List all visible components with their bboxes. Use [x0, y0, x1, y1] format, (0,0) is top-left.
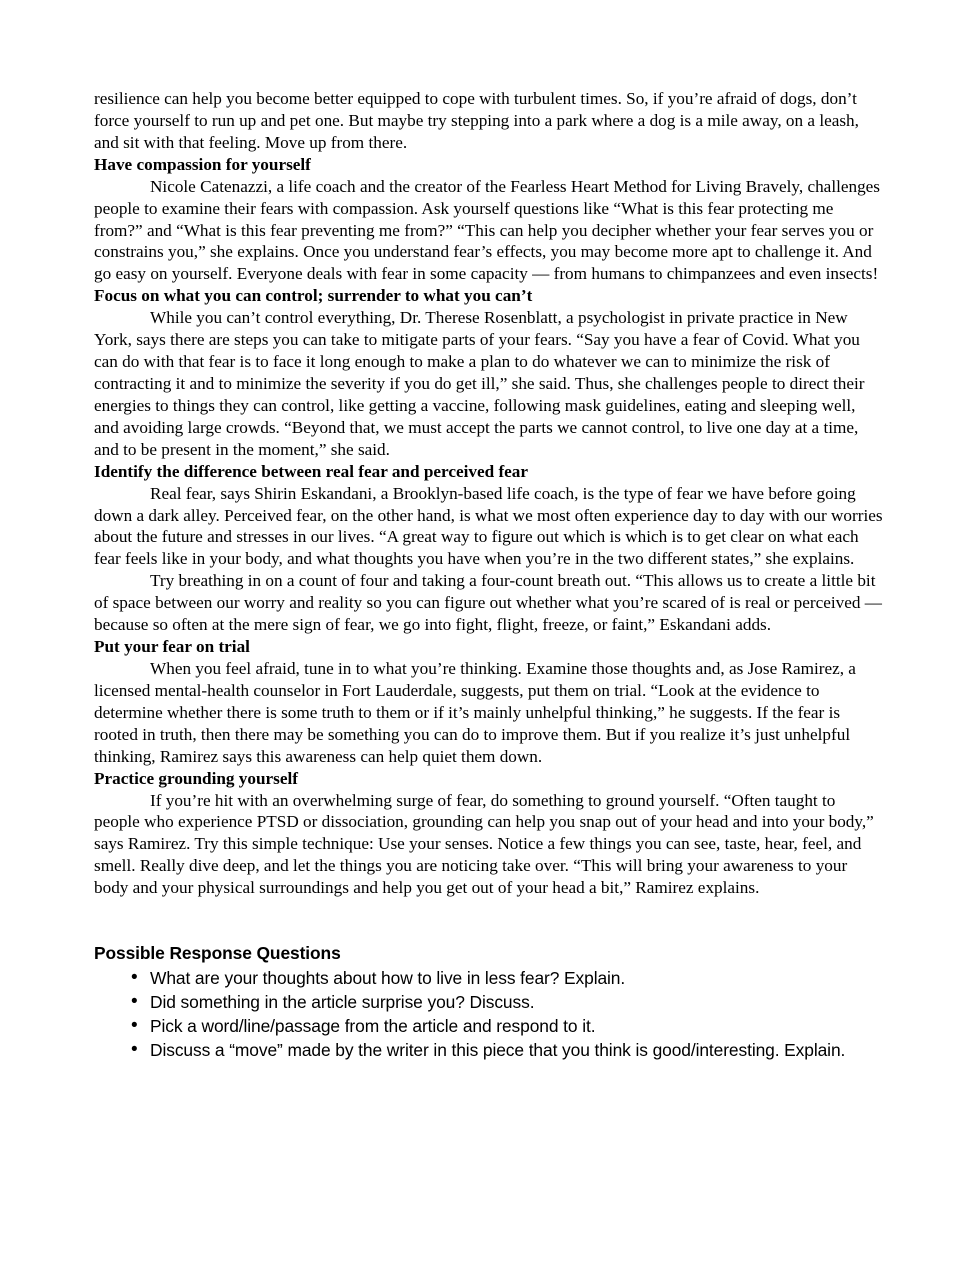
bullet-icon: •	[131, 991, 138, 1013]
section-heading: Practice grounding yourself	[94, 768, 299, 788]
paragraph: While you can’t control everything, Dr. Therese Rosenblatt, a psychologist in private practice in New York, says there are steps you can take to mitigate parts of your fears. “Say you have a fear of Covid. What you can do with that fear is to face it long enough to make a plan to do whatever we can to minimize the risk of contracting it and to minimize the severity if you do get ill,” she said. Thus, she challenges people to direct their energies to things they can control, like getting a vaccine, following mask guidelines, eating and sleeping well, and avoiding large crowds. “Beyond that, we must accept the parts we cannot control, to live one day at a time, and to be present in the moment,” she said.	[94, 308, 865, 459]
list-item-label: What are your thoughts about how to live in less fear? Explain.	[150, 968, 626, 989]
section-heading: Put your fear on trial	[94, 637, 250, 657]
paragraph: If you’re hit with an overwhelming surge of fear, do something to ground yourself. “Often taught to people who experience PTSD or dissociation, grounding can help you snap out of your head and into your body,” says Ramirez. Try this simple technique: Use your senses. Notice a few things you can see, taste, hear, feel, and smell. Really dive deep, and let the things you are noticing take over. “This will bring your awareness to your body and your physical surroundings and help you get out of your head a bit,” Ramirez explains.	[94, 790, 874, 898]
list-item	[94, 1038, 883, 1062]
paragraph: Try breathing in on a count of four and taking a four-count breath out. “This allows us to create a little bit of space between our worry and reality so you can figure out whether what you’re scared of is real or perceived — because so often at the mere sign of fear, we go into fight, flight, freeze, or faint,” Eskandani adds.	[94, 571, 882, 635]
questions-title: Possible Response Questions	[94, 943, 341, 964]
section-heading: Identify the difference between real fear and perceived fear	[94, 461, 529, 481]
possible-response-questions-section	[94, 943, 883, 1062]
section-heading: Have compassion for yourself	[94, 154, 311, 174]
list-item	[94, 990, 883, 1014]
paragraph: Nicole Catenazzi, a life coach and the creator of the Fearless Heart Method for Living Bravely, challenges people to examine their fears with compassion. Ask yourself questions like “What is this fear protecting me from?” and “What is this fear preventing me from?” “This can help you decipher whether your fear serves you or constrains you,” she explains. Once you understand fear’s effects, you may become more apt to challenge it. And go easy on yourself. Everyone deals with fear in some capacity — from humans to chimpanzees and even insects!	[94, 176, 880, 284]
bullet-icon: •	[131, 1015, 138, 1037]
questions-list	[94, 966, 883, 1062]
bullet-icon: •	[131, 1039, 138, 1061]
list-item-label: Pick a word/line/passage from the article and respond to it.	[150, 1016, 596, 1037]
article-body	[94, 88, 883, 899]
list-item	[94, 966, 883, 990]
list-item-label: Discuss a “move” made by the writer in this piece that you think is good/interesting. Explain.	[150, 1040, 846, 1061]
list-item	[94, 1014, 883, 1038]
section-heading: Focus on what you can control; surrender to what you can’t	[94, 286, 533, 306]
bullet-icon: •	[131, 967, 138, 989]
paragraph: Real fear, says Shirin Eskandani, a Brooklyn-based life coach, is the type of fear we have before going down a dark alley. Perceived fear, on the other hand, is what we most often experience day to day with our worries about the future and stresses in our lives. “A great way to figure out which is which is to get clear on what each fear feels like in your body, and what thoughts you have when you’re in the two different states,” she explains.	[94, 483, 883, 569]
paragraph: resilience can help you become better equipped to cope with turbulent times. So, if you’re afraid of dogs, don’t force yourself to run up and pet one. But maybe try stepping into a park where a dog is a mile away, on a leash, and sit with that feeling. Move up from there.	[94, 89, 859, 152]
list-item-label: Did something in the article surprise you? Discuss.	[150, 992, 535, 1013]
paragraph: When you feel afraid, tune in to what you’re thinking. Examine those thoughts and, as Jose Ramirez, a licensed mental-health counselor in Fort Lauderdale, suggests, put them on trial. “Look at the evidence to determine whether there is some truth to them or if it’s mainly unhelpful thinking,” he suggests. If the fear is rooted in truth, then there may be something you can do to improve them. But if you realize it’s just unhelpful thinking, Ramirez says this awareness can help quiet them down.	[94, 658, 856, 766]
